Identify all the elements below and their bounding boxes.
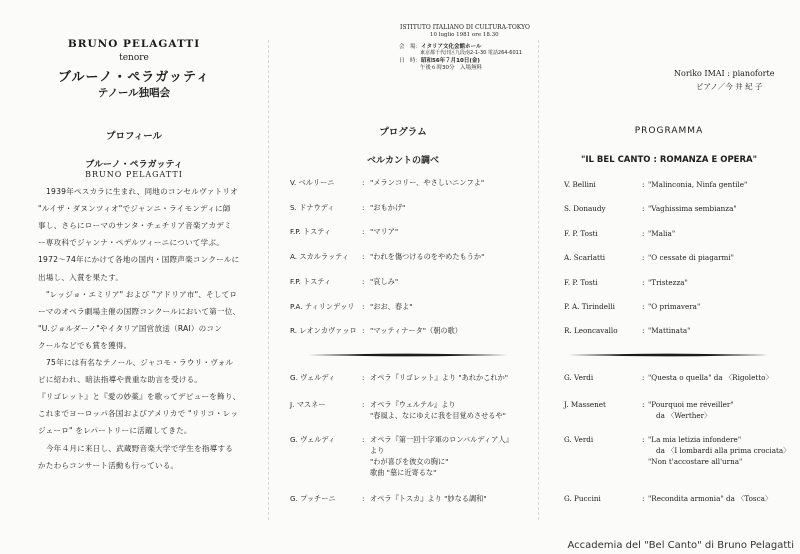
opera-line-jp: "わが喜びを彼女の胸に" [370,457,449,466]
right-song-list [564,180,800,360]
separator: : [642,302,645,311]
composer-jp: R. レオンカヴァッロ [290,326,357,336]
programma-heading: PROGRAMMA [634,126,704,136]
separator: : [362,326,365,336]
bio-line: これまでヨーロッパ各国およびアメリカで "リリコ・レッ [38,409,239,419]
opera-line-jp: "春風よ、なにゆえに我を目覚めさせるや" [370,411,506,420]
composer-jp: A. スカルラッティ [290,252,349,262]
song-title: "O primavera" [648,302,701,311]
pianist-name: Noriko IMAI : pianoforte [674,69,775,78]
bio-line: "U.ジョルダーノ"やイタリア国営放送（RAI）のコン [38,323,223,333]
opera-line: da 〈Werther〉 [656,411,712,420]
separator: : [362,494,365,503]
separator: : [642,494,645,503]
composer: F. P. Tosti [564,277,598,287]
venue: イタリア文化会館ホール [421,44,482,50]
middle-opera-list [290,373,535,513]
separator: : [362,202,365,212]
separator: : [362,178,365,187]
song-title: "Vaghissima sembianza" [648,204,737,214]
separator: : [362,276,365,286]
song-title: "Tristezza" [648,277,688,287]
song-title-jp: "おもかげ" [370,202,406,212]
song-title-jp: "われを傷つけるのをやめたもうか" [370,252,485,262]
right-opera-list [564,373,800,513]
composer-jp: S. ドナウディ [290,202,335,212]
separator: : [362,227,365,237]
composer: F. P. Tosti [564,228,598,238]
separator: : [362,400,365,409]
composer-jp: F.P. トスティ [290,276,332,286]
bio-line: ー専攻科でジャンナ・ペデルツィーニについて学ぶ。 [38,238,225,248]
separator: : [642,435,645,444]
bio-line: 今年４月に来日し、武蔵野音楽大学で学生を指導する [46,443,234,453]
right-panel [538,0,800,540]
opera-line-jp: 歌曲 "墓に近寄るな" [370,468,437,477]
institute-name: ISTITUTO ITALIANO DI CULTURA-TOKYO [400,24,530,31]
separator: : [362,435,365,444]
left-panel [0,0,268,540]
separator: : [642,373,645,382]
ornament-divider-middle [308,352,508,358]
separator: : [642,326,645,336]
middle-song-list [290,178,535,358]
composer: P. A. Tirindelli [564,302,615,311]
composer: A. Scarlatti [564,253,606,263]
composer: J. Massenet [564,400,606,409]
bio-line: ーマのオペラ劇場主催の国際コンクールにおいて第一位、 [38,306,241,316]
datetime: 昭和56年７月10日(金) [421,58,480,64]
opera-line: "Recondita armonia" da 〈Tosca〉 [648,494,773,503]
recital-title: テノール独唱会 [97,87,171,99]
bio-line: 出場し、入賞を果たす。 [38,272,124,282]
separator: : [642,180,645,189]
song-title-jp: "哀しみ" [370,276,399,286]
separator: : [362,373,365,382]
opera-line: "Pourquoi me réveiller" [648,400,734,409]
opera-line-jp: オペラ『ウェルテル』より [370,400,456,409]
song-title: "Mattinata" [648,326,691,336]
composer: G. Verdi [564,373,594,382]
separator: : [642,277,645,287]
program-heading-jp: プログラム [379,127,427,138]
footer-caption: Accademia del "Bel Canto" di Bruno Pelagatti [567,540,794,551]
opera-line: da 〈I lombardi alla prima crociata〉 [656,446,791,455]
song-title: "Malinconia, Ninfa gentile" [648,180,748,189]
separator: : [362,252,365,262]
opera-line: "Non t'accostare all'urna" [648,457,743,466]
opera-line-jp: オペラ『トスカ』より "妙なる調和" [370,494,487,503]
performer-name: BRUNO PELAGATTI [67,38,201,50]
song-title: "O cessate di piagarmi" [648,253,734,263]
middle-panel [268,0,538,540]
venue-address: 東京都千代田区九段南2-1-30 電話264-6011 [420,50,522,56]
date-line: 10 luglio 1981 ore 18.30 [430,32,499,38]
song-title: "Malia" [648,228,676,238]
song-title-jp: "マッティナータ"（朝の歌） [370,326,462,336]
composer-jp: V. ベルリーニ [290,178,335,187]
bio-line: クールなどでも賞を獲得。 [38,340,132,350]
composer: R. Leoncavallo [564,326,618,336]
bio-line: 1972〜74年にかけて各地の国内・国際声楽コンクールに [38,255,240,265]
biography [38,186,268,476]
bio-line: ジェーロ" をレパートリーに活躍してきた。 [38,426,192,436]
bio-line: かたわらコンサート活動も行っている。 [38,460,179,470]
composer: G. Puccini [564,494,601,503]
programma-subtitle: "IL BEL CANTO : ROMANZA E OPERA" [580,155,758,165]
opera-line-jp: より [370,446,385,455]
bio-line: "レッジョ・エミリア" および "アドリア市"、そしてロ [46,289,238,299]
bel-canto-title-jp: ベルカントの調べ [366,156,439,166]
opera-line-jp: オペラ『第一回十字軍のロンバルディア人』 [370,435,513,444]
profile-heading: プロフィール [105,131,163,142]
profile-name: BRUNO PELAGATTI [85,170,183,179]
datetime-label: 日 時： [399,58,422,64]
composer-jp: G. ヴェルディ [290,373,336,382]
separator: : [642,400,645,409]
start-time: 午後６時30分 入場無料 [420,65,482,71]
composer-jp: G. ヴェルディ [290,435,336,444]
separator: : [642,204,645,214]
separator: : [362,301,365,311]
song-title-jp: "おお、春よ" [370,301,413,311]
composer-jp: F.P. トスティ [290,227,332,237]
opera-line: "Questa o quella" da 〈Rigoletto〉 [648,373,773,382]
bio-line: 75年には有名なテノール、ジャコモ・ラウリ・ヴォル [46,358,234,367]
profile-name-jp: ブルーノ・ペラガッティ [85,160,183,170]
venue-label: 会 場： [399,44,422,50]
opera-line: "La mia letizia infondere" [648,435,742,444]
composer: V. Bellini [564,180,596,189]
opera-line-jp: オペラ『リゴレット』より "あれかこれか" [370,373,509,382]
composer-jp: J. マスネー [290,400,326,409]
ornament-divider-right [568,352,768,358]
separator: : [642,228,645,238]
bio-line: 1939年ペスカラに生まれ、同地のコンセルヴァトリオ [46,187,238,196]
song-title-jp: "マリア" [370,227,399,237]
separator: : [642,253,645,263]
composer-jp: P.A. ティリンデッリ [290,301,355,311]
composer: G. Verdi [564,435,594,444]
bio-line: "ルイザ・ダヌンツィオ"でジャンニ・ライモンディに師 [38,204,231,214]
performer-name-jp: ブルーノ・ペラガッティ [58,70,210,85]
song-title-jp: "メランコリー、やさしいニンフよ" [370,178,485,187]
bio-line: ピに紹われ、暗法指導や貴重な助言を受ける。 [38,375,203,385]
pianist-name-jp: ピアノ／今 井 紀 子 [696,82,763,91]
bio-line: 『リゴレット』と『愛の妙薬』を歌ってデビューを飾り、 [38,392,241,402]
voice-type: tenore [119,53,149,63]
composer-jp: G. プッチーニ [290,494,336,503]
bio-line: 事し、さらにローマのサンタ・チェチリア音楽アカデミ [38,221,232,231]
composer: S. Donaudy [564,204,606,214]
